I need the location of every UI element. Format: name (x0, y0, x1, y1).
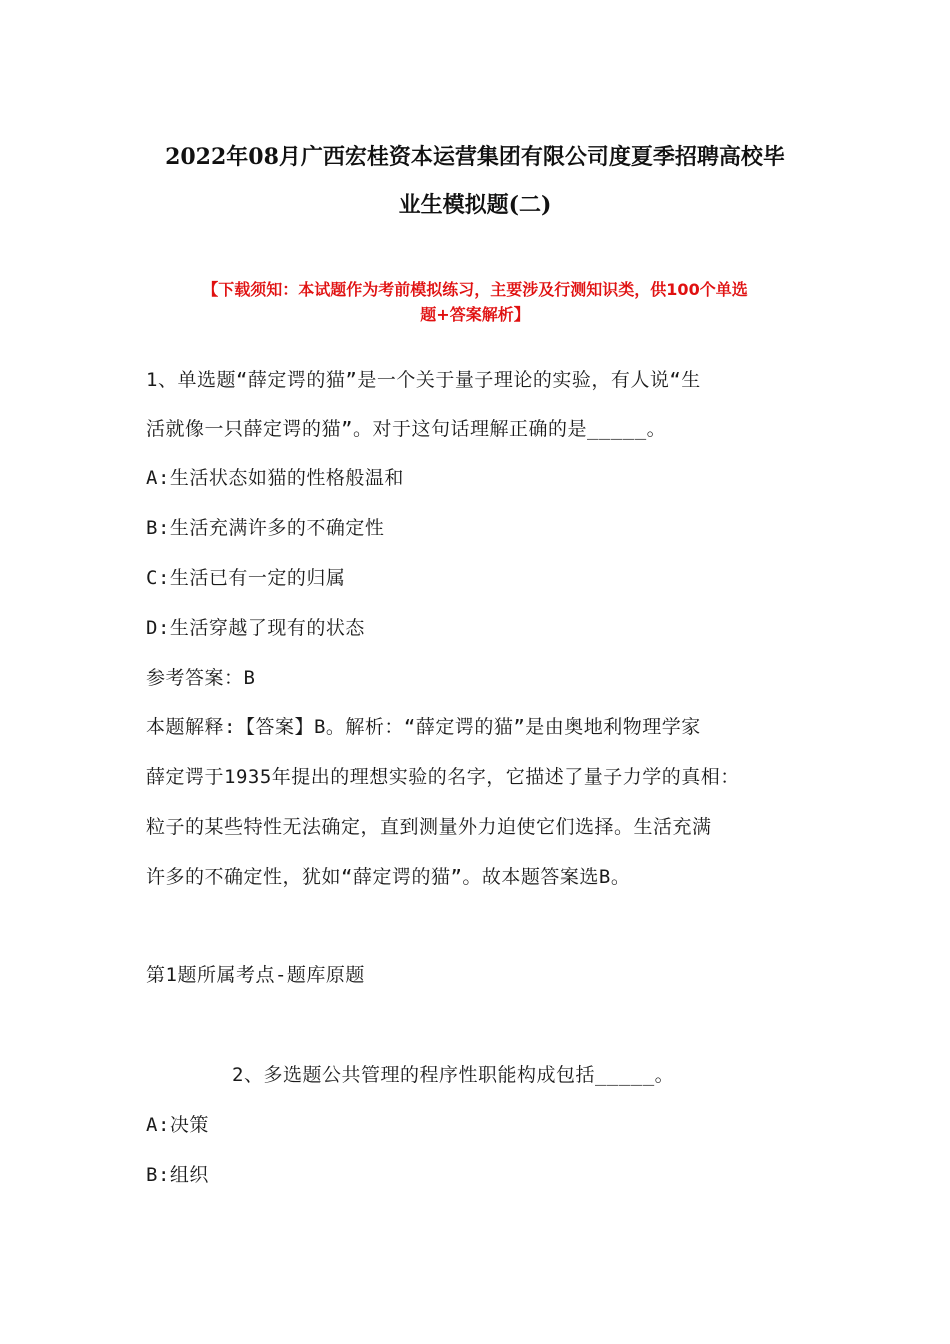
question-1-option-d: D:生活穿越了现有的状态 (146, 617, 365, 639)
question-1-knowledge-point: 第1题所属考点-题库原题 (146, 964, 365, 986)
download-notice-line-2: 题+答案解析】 (420, 305, 530, 324)
question-1-option-a: A:生活状态如猫的性格般温和 (146, 467, 404, 489)
question-2-option-b: B:组织 (146, 1164, 209, 1186)
question-1-answer: 参考答案：B (146, 667, 256, 689)
question-1-explanation-line-3: 粒子的某些特性无法确定，直到测量外力迫使它们选择。生活充满 (146, 816, 712, 838)
question-2-stem: 2、多选题公共管理的程序性职能构成包括_____。 (232, 1064, 675, 1086)
question-1-stem-line-2: 活就像一只薛定谔的猫”。对于这句话理解正确的是_____。 (146, 418, 667, 440)
question-1-explanation-line-1: 本题解释:【答案】B。解析：“薛定谔的猫”是由奥地利物理学家 (146, 716, 701, 738)
download-notice-line-1: 【下载须知：本试题作为考前模拟练习，主要涉及行测知识类，供100个单选 (202, 280, 748, 299)
document-title-line-2: 业生模拟题(二) (398, 192, 552, 218)
question-1-explanation-line-2: 薛定谔于1935年提出的理想实验的名字，它描述了量子力学的真相： (146, 766, 740, 788)
question-1-option-b: B:生活充满许多的不确定性 (146, 517, 385, 539)
question-1-explanation-line-4: 许多的不确定性，犹如“薛定谔的猫”。故本题答案选B。 (146, 866, 631, 888)
document-title-line-1: 2022年08月广西宏桂资本运营集团有限公司度夏季招聘高校毕 (165, 144, 785, 170)
question-1-option-c: C:生活已有一定的归属 (146, 567, 346, 589)
question-2-option-a: A:决策 (146, 1114, 209, 1136)
question-1-stem-line-1: 1、单选题“薛定谔的猫”是一个关于量子理论的实验，有人说“生 (146, 369, 701, 391)
